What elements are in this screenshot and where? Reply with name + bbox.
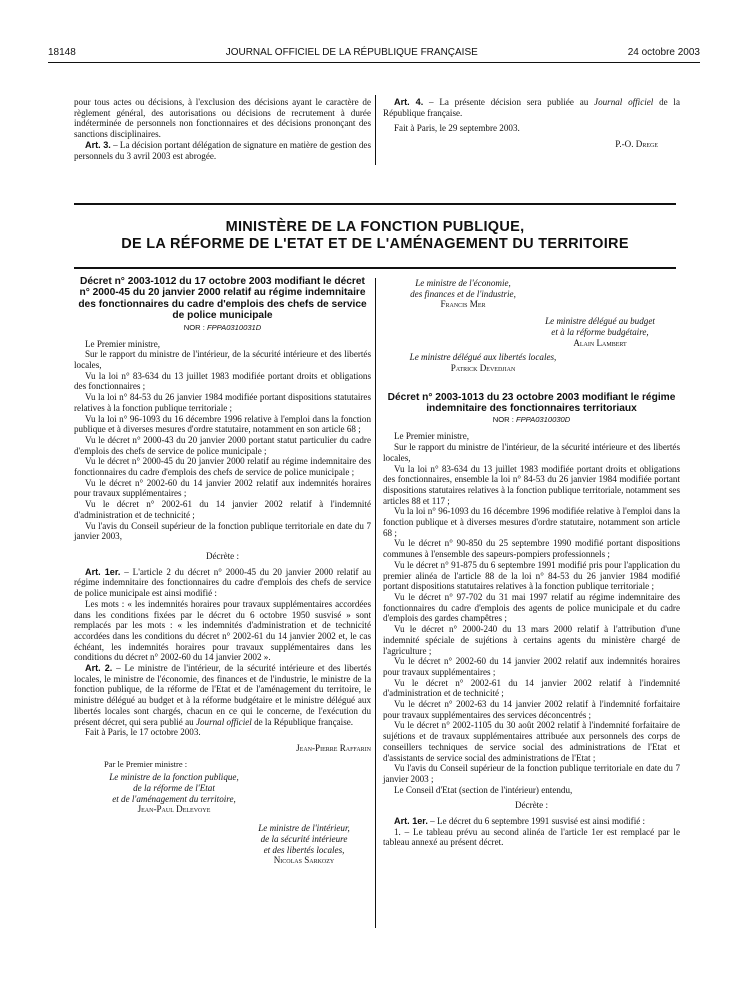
decree-2-nor: NOR : FPPA0310030D xyxy=(492,415,571,425)
decree-1-article-1-words: Les mots : « les indemnités horaires pour travaux supplémentaires accordées dans les conditions fixées par le décret du 6 octobre 1950 susvisé » sont remplacés par les mots : « les indemnités d'administration et de technicité accordées dans les conditions du décret n° 2002-61 du 14 janvier 2002 et, le cas échéant, les indemnités horaires pour travaux supplémentaires dans les conditions du décret n° 2002-60 du 14 janvier 2002 ». xyxy=(74,598,371,663)
decree-2-visa: Le Premier ministre, xyxy=(394,431,470,442)
decree-1-title: Décret n° 2003-1012 du 17 octobre 2003 modifiant le décret n° 2000-45 du 20 janvier 2000 relatif au régime indemnitaire des fonctionnaires du cadre d'emplois des chefs de service de police municipale xyxy=(78,276,367,322)
decree-1-visa: Le Premier ministre, xyxy=(85,338,161,349)
decree-1-visa: Vu le décret n° 2002-61 du 14 janvier 2002 relatif à l'indemnité d'administration et de technicité ; xyxy=(74,499,371,520)
ministry-heading xyxy=(74,203,676,269)
issue-date: 24 octobre 2003 xyxy=(627,46,700,58)
decree-2-visa: Vu la loi n° 96-1093 du 16 décembre 1996 modifiée relative à l'emploi dans la fonction publique et à diverses mesures d'ordre statutaire, notamment son article 68 ; xyxy=(383,506,680,538)
signature-block-fonction-publique: Le ministre de la fonction publique, de la réforme de l'Etat et de l'aménagement du territoire, Jean-Paul Delevoye xyxy=(74,772,274,815)
article-4: Art. 4. – La présente décision sera publiée au Journal officiel de la République française. xyxy=(383,97,680,118)
decree-1-visa: Vu le décret n° 2002-60 du 14 janvier 2002 relatif aux indemnités horaires pour travaux supplémentaires ; xyxy=(74,477,371,499)
decree-2-visa: Vu le décret n° 2002-63 du 14 janvier 2002 relatif à l'indemnité forfaitaire pour travaux supplémentaires des services déconcentrés ; xyxy=(383,699,680,720)
fait-a-paris: Fait à Paris, le 29 septembre 2003. xyxy=(394,123,520,134)
article-3-text: – La décision portant délégation de signature en matière de gestion des personnels du 3 avril 2003 est abrogée. xyxy=(74,139,371,161)
signature-mer: Francis Mer xyxy=(440,299,486,310)
page-number: 18148 xyxy=(48,46,76,58)
signature-block-libertes: Le ministre délégué aux libertés locales, Patrick Devedjian xyxy=(383,352,583,373)
continuation-paragraph: pour tous actes ou décisions, à l'exclusion des décisions ayant le caractère de règlement général, des autorisations ou décisions de recrutement à durée indéterminée de personnels non fonctionnaires et des décisions prononçant des sanctions disciplinaires. xyxy=(74,97,371,140)
decree-2-decrete: Décrète : xyxy=(514,800,549,811)
decree-2-visa: Sur le rapport du ministre de l'intérieur, de la sécurité intérieure et des libertés locales, xyxy=(383,442,680,463)
decree-2-visa: Vu l'avis du Conseil supérieur de la fonction publique territoriale en date du 7 janvier 2003 ; xyxy=(383,763,680,784)
decree-2-visa: Vu le décret n° 2002-60 du 14 janvier 2002 relatif aux indemnités horaires pour travaux supplémentaires ; xyxy=(383,656,680,677)
decree-1-article-1: Art. 1er. – L'article 2 du décret n° 2000-45 du 20 janvier 2000 relatif au régime indemnitaire des fonctionnaires du cadre d'emplois des chefs de service de police municipale est ainsi modifié : xyxy=(74,566,371,599)
decree-1-visa: Sur le rapport du ministre de l'intérieur, de la sécurité intérieure et des libertés locales, xyxy=(74,349,371,371)
signature-sarkozy: Nicolas Sarkozy xyxy=(273,855,335,866)
signature-devedjian: Patrick Devedjian xyxy=(450,362,516,373)
signature-raffarin: Jean-Pierre Raffarin xyxy=(296,742,371,753)
signature-block-budget: Le ministre délégué au budget et à la réforme budgétaire, Alain Lambert xyxy=(520,316,680,348)
decree-2-visa: Vu le décret n° 2000-240 du 13 mars 2000 relatif à l'attribution d'une indemnité spéciale de sujétions à certains agents du ministère chargé de l'agriculture ; xyxy=(383,624,680,656)
decree-2-visa: Vu le décret n° 97-702 du 31 mai 1997 relatif au régime indemnitaire des fonctionnaires du cadre d'emplois des agents de police municipale et du cadre d'emplois des gardes champêtres ; xyxy=(383,591,680,624)
ministry-line-2: DE LA RÉFORME DE L'ETAT ET DE L'AMÉNAGEMENT DU TERRITOIRE xyxy=(121,236,629,252)
decree-1-visa: Vu la loi n° 96-1093 du 16 décembre 1996 relative à l'emploi dans la fonction publique et à diverses mesures d'ordre statutaire, notamment en son article 68 ; xyxy=(74,413,371,435)
article-3-label: Art. 3. xyxy=(85,139,111,150)
signature-lambert: Alain Lambert xyxy=(573,337,627,348)
decree-1-visa: Vu le décret n° 2000-45 du 20 janvier 2000 relatif au régime indemnitaire des fonctionnaires du cadre d'emplois des chefs de service de police municipale ; xyxy=(74,456,371,478)
main-column-separator xyxy=(375,278,376,928)
running-header xyxy=(48,46,700,60)
decree-1-nor: NOR : FPPA0310031D xyxy=(183,322,262,332)
decree-1-article-2: Art. 2. – Le ministre de l'intérieur, de la sécurité intérieure et des libertés locales, le ministre de l'économie, des finances et de l'industrie, le ministre de la fonction publique, de la réforme de l'Etat et de l'aménagement du territoire, le ministre délégué au budget et à la réforme budgétaire et le ministre délégué aux libertés locales sont chargés, chacun en ce qui le concerne, de l'exécution du présent décret, qui sera publié au Journal officiel de la République française. xyxy=(74,663,371,727)
decree-2-item-1: 1. – Le tableau prévu au second alinéa de l'article 1er est remplacé par le tableau annexé au présent décret. xyxy=(383,826,680,848)
article-3 xyxy=(74,140,371,161)
decree-1-column xyxy=(74,276,371,866)
decree-2-visa: Vu le décret n° 2002-1105 du 30 août 2002 relatif à l'indemnité forfaitaire de sujétions et de travaux supplémentaires attribuée aux personnels des corps de conseillers techniques de service social des administrations de l'Etat et d'assistants de service social des administrations de l'Etat ; xyxy=(383,720,680,763)
decree-2-visa: Vu le décret n° 2002-61 du 14 janvier 2002 relatif à l'indemnité d'administration et de technicité ; xyxy=(383,677,680,699)
decree-2-visa: Vu la loi n° 83-634 du 13 juillet 1983 modifiée portant droits et obligations des fonctionnaires, ensemble la loi n° 84-53 du 26 janvier 1984 modifiée portant dispositions statutaires relatives à la fonction publique territoriale, notamment ses articles 88 et 117 ; xyxy=(383,463,680,506)
decree-1-visa: Vu l'avis du Conseil supérieur de la fonction publique territoriale en date du 7 janvier 2003, xyxy=(74,520,371,542)
signature-block-interieur: Le ministre de l'intérieur, de la sécurité intérieure et des libertés locales, Nicolas Sarkozy xyxy=(234,823,374,866)
decree-2-article-1: Art. 1er. – Le décret du 6 septembre 1991 susvisé est ainsi modifié : xyxy=(394,816,646,827)
ministry-line-1: MINISTÈRE DE LA FONCTION PUBLIQUE, xyxy=(225,219,525,235)
decree-2-visa: Vu le décret n° 91-875 du 6 septembre 1991 modifié pris pour l'application du premier alinéa de l'article 88 de la loi n° 84-53 du 26 janvier 1984 modifié portant dispositions statutaires relatives à la fonction publique territoriale ; xyxy=(383,559,680,592)
decree-2-visa: Vu le décret n° 90-850 du 25 septembre 1990 modifié portant dispositions communes à l'ensemble des sapeurs-pompiers professionnels ; xyxy=(383,538,680,560)
signature-drege: P.-O. Drege xyxy=(615,139,658,150)
decree-1-decrete: Décrète : xyxy=(205,550,240,561)
decree-1-visa: Vu le décret n° 2000-43 du 20 janvier 2000 portant statut particulier du cadre d'emplois des chefs de service de police municipale ; xyxy=(74,434,371,456)
decree-1-visa: Vu la loi n° 83-634 du 13 juillet 1983 modifiée portant droits et obligations des fonctionnaires ; xyxy=(74,370,371,392)
par-le-premier-ministre: Par le Premier ministre : xyxy=(104,758,188,769)
signature-delevoye: Jean-Paul Delevoye xyxy=(137,804,211,815)
top-column-separator xyxy=(375,95,376,165)
decree-2-title: Décret n° 2003-1013 du 23 octobre 2003 modifiant le régime indemnitaire des fonctionnaires territoriaux xyxy=(387,391,676,415)
decree-1-fait: Fait à Paris, le 17 octobre 2003. xyxy=(85,727,201,738)
top-left-column xyxy=(74,97,371,161)
signature-block-economie: Le ministre de l'économie, des finances et de l'industrie, Francis Mer xyxy=(383,278,543,310)
decree-1-visa: Vu la loi n° 84-53 du 26 janvier 1984 modifiée portant dispositions statutaires relatives à la fonction publique territoriale ; xyxy=(74,392,371,413)
article-4-label: Art. 4. xyxy=(394,97,424,107)
decree-2-visa: Le Conseil d'Etat (section de l'intérieur) entendu, xyxy=(394,784,573,795)
top-right-column xyxy=(383,97,680,150)
journal-title: JOURNAL OFFICIEL DE LA RÉPUBLIQUE FRANÇAISE xyxy=(225,46,478,58)
decree-2-column xyxy=(383,278,680,848)
header-rule xyxy=(48,62,700,63)
